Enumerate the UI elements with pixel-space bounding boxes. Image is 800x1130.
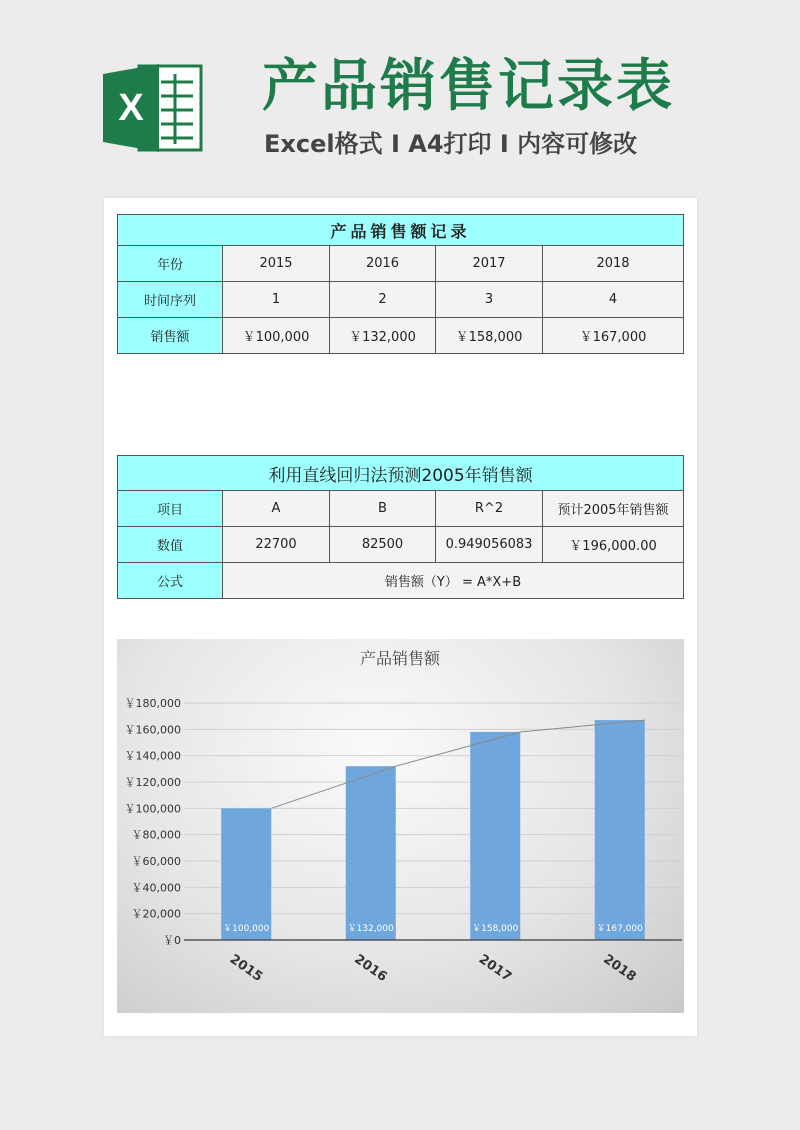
y-tick-label: ￥140,000 <box>124 749 181 763</box>
table-caption-row <box>118 456 684 491</box>
row-label[interactable]: 销售额 <box>118 318 223 354</box>
table-cell[interactable]: 3 <box>436 282 543 318</box>
y-tick-label: ￥0 <box>163 934 181 947</box>
x-tick-label: 2018 <box>600 951 639 985</box>
y-tick-label: ￥180,000 <box>124 697 181 710</box>
table-row <box>118 563 684 599</box>
y-tick-label: ￥80,000 <box>131 828 181 842</box>
table-row <box>118 491 684 527</box>
data-label: ￥100,000 <box>223 924 270 934</box>
formula-cell[interactable]: 销售额（Y） = A*X+B <box>223 563 684 599</box>
table-cell[interactable]: ￥167,000 <box>543 318 684 354</box>
page-subtitle: Excel格式 I A4打印 I 内容可修改 <box>264 130 638 158</box>
table-cell[interactable]: ￥132,000 <box>330 318 436 354</box>
table-cell[interactable]: 2016 <box>330 246 436 282</box>
bar <box>470 732 520 940</box>
chart-canvas <box>117 639 684 1013</box>
sales-record-table <box>117 214 684 354</box>
table-cell[interactable]: 2 <box>330 282 436 318</box>
y-tick-label: ￥20,000 <box>131 907 181 921</box>
x-tick-label: 2016 <box>351 951 390 985</box>
table-cell[interactable]: 预计2005年销售额 <box>543 491 684 527</box>
row-label[interactable]: 数值 <box>118 527 223 563</box>
table2-caption: 利用直线回归法预测2005年销售额 <box>118 456 684 491</box>
table-row <box>118 246 684 282</box>
table-cell[interactable]: ￥196,000.00 <box>543 527 684 563</box>
bar <box>221 808 271 940</box>
logo-letter: X <box>118 87 144 129</box>
x-tick-label: 2017 <box>475 951 515 985</box>
data-label: ￥132,000 <box>347 924 394 934</box>
table-cell[interactable]: 2017 <box>436 246 543 282</box>
table-cell[interactable]: ￥100,000 <box>223 318 330 354</box>
table-cell[interactable]: 2015 <box>223 246 330 282</box>
row-label[interactable]: 年份 <box>118 246 223 282</box>
data-label: ￥167,000 <box>596 924 643 934</box>
x-tick-label: 2015 <box>226 951 266 985</box>
y-tick-label: ￥60,000 <box>131 855 181 868</box>
y-tick-label: ￥160,000 <box>124 723 181 737</box>
y-tick-label: ￥120,000 <box>124 776 181 789</box>
table-row <box>118 318 684 354</box>
table-cell[interactable]: 1 <box>223 282 330 318</box>
bar <box>346 766 396 940</box>
table-cell[interactable]: A <box>223 491 330 527</box>
table-cell[interactable]: 4 <box>543 282 684 318</box>
regression-table <box>117 455 684 599</box>
row-label[interactable]: 时间序列 <box>118 282 223 318</box>
table-row <box>118 527 684 563</box>
table-cell[interactable]: 22700 <box>223 527 330 563</box>
data-label: ￥158,000 <box>472 924 519 934</box>
table-cell[interactable]: 82500 <box>330 527 436 563</box>
bar <box>595 720 645 940</box>
page-title: 产品销售记录表 <box>262 54 675 119</box>
sales-chart[interactable] <box>117 639 684 1013</box>
table-row <box>118 282 684 318</box>
row-label[interactable]: 公式 <box>118 563 223 599</box>
table-cell[interactable]: ￥158,000 <box>436 318 543 354</box>
table1-caption: 产品销售额记录 <box>118 215 684 246</box>
table-cell[interactable]: 2018 <box>543 246 684 282</box>
table-cell[interactable]: 0.949056083 <box>436 527 543 563</box>
y-tick-label: ￥40,000 <box>131 881 181 895</box>
row-label[interactable]: 项目 <box>118 491 223 527</box>
trend-line <box>271 720 645 808</box>
table-caption-row <box>118 215 684 246</box>
y-tick-label: ￥100,000 <box>124 802 181 816</box>
chart-title: 产品销售额 <box>359 649 441 668</box>
table-cell[interactable]: R^2 <box>436 491 543 527</box>
table-cell[interactable]: B <box>330 491 436 527</box>
spreadsheet-page <box>104 198 697 1036</box>
excel-logo-icon <box>103 62 203 154</box>
